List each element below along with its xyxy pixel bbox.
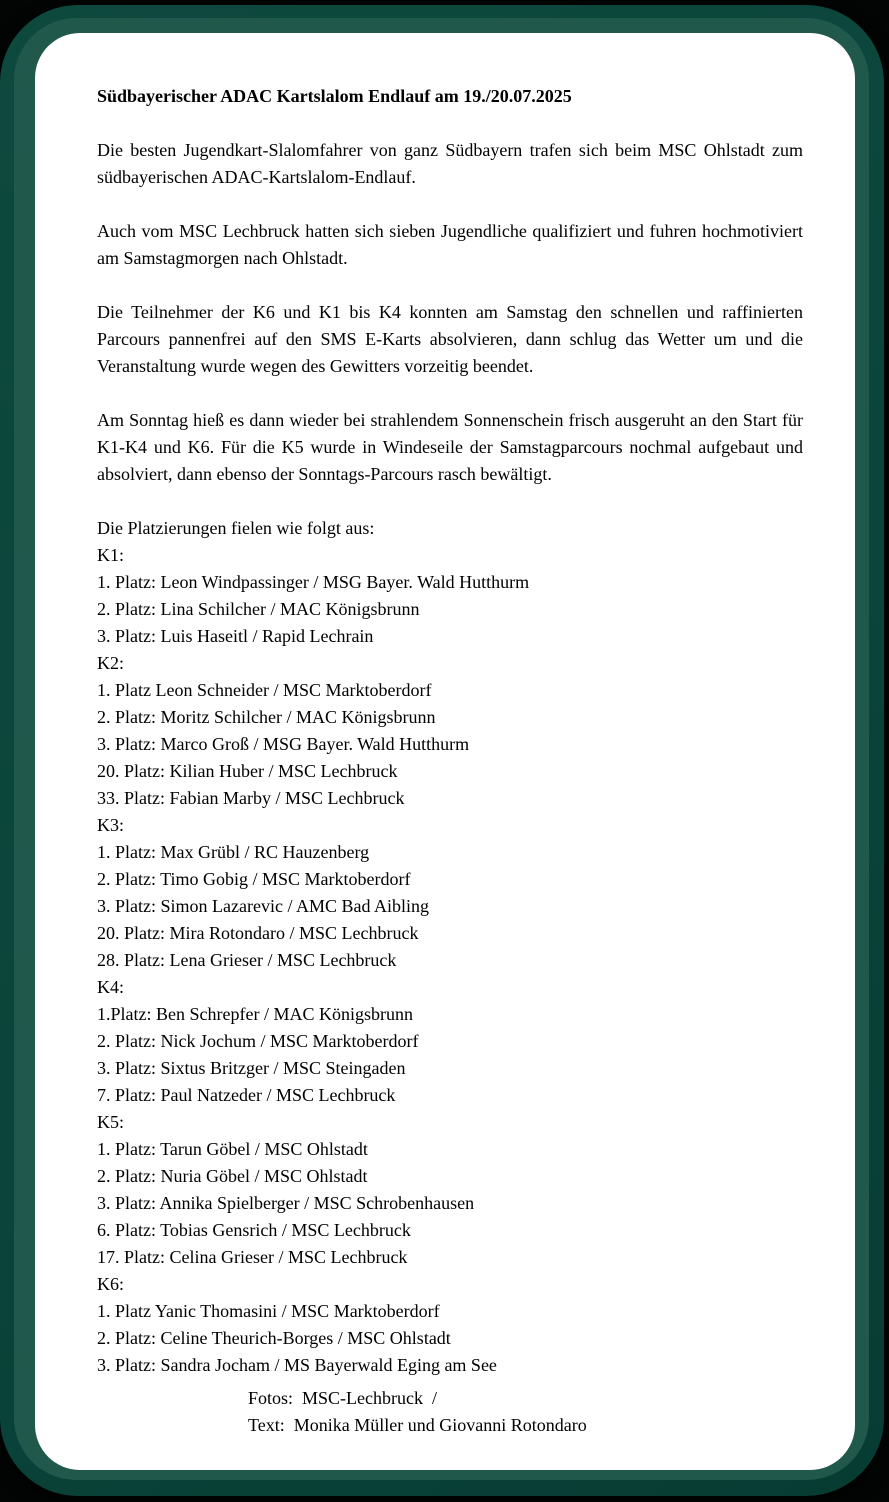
- result-class-header: K2:: [97, 653, 124, 673]
- result-entry: 1. Platz Leon Schneider / MSC Marktoberdorf: [97, 680, 432, 700]
- result-entry: 2. Platz: Celine Theurich-Borges / MSC Ohlstadt: [97, 1328, 451, 1348]
- paragraph: Die besten Jugendkart-Slalomfahrer von ganz Südbayern trafen sich beim MSC Ohlstadt zum südbayerischen ADAC-Kartslalom-Endlauf.: [97, 140, 803, 187]
- result-entry: 2. Platz: Timo Gobig / MSC Marktoberdorf: [97, 869, 411, 889]
- result-class-header: K4:: [97, 977, 124, 997]
- result-entry: 2. Platz: Lina Schilcher / MAC Königsbrunn: [97, 599, 420, 619]
- result-entry: 3. Platz: Marco Groß / MSG Bayer. Wald Hutthurm: [97, 734, 470, 754]
- result-entry: 1. Platz: Tarun Göbel / MSC Ohlstadt: [97, 1139, 368, 1159]
- result-entry: 28. Platz: Lena Grieser / MSC Lechbruck: [97, 950, 397, 970]
- article-paragraphs: [97, 137, 803, 488]
- paragraph: Die Teilnehmer der K6 und K1 bis K4 konnten am Samstag den schnellen und raffinierten Parcours pannenfrei auf den SMS E-Karts absolvieren, dann schlug das Wetter um und die Veranstaltung wurde wegen des Gewitters vorzeitig beendet.: [97, 302, 803, 376]
- paragraph: Auch vom MSC Lechbruck hatten sich sieben Jugendliche qualifiziert und fuhren hochmotiviert am Samstagmorgen nach Ohlstadt.: [97, 221, 803, 268]
- result-entry: 20. Platz: Kilian Huber / MSC Lechbruck: [97, 761, 398, 781]
- result-entry: 2. Platz: Nuria Göbel / MSC Ohlstadt: [97, 1166, 368, 1186]
- credit-text: Text: Monika Müller und Giovanni Rotondaro: [248, 1415, 587, 1435]
- result-entry: 3. Platz: Luis Haseitl / Rapid Lechrain: [97, 626, 374, 646]
- result-entry: 2. Platz: Moritz Schilcher / MAC Königsbrunn: [97, 707, 436, 727]
- credits-block: [248, 1385, 803, 1439]
- result-entry: 7. Platz: Paul Natzeder / MSC Lechbruck: [97, 1085, 396, 1105]
- result-class-header: K3:: [97, 815, 124, 835]
- article-title: Südbayerischer ADAC Kartslalom Endlauf am 19./20.07.2025: [97, 86, 572, 106]
- results-list: [97, 515, 803, 1379]
- result-entry: 1.Platz: Ben Schrepfer / MAC Königsbrunn: [97, 1004, 413, 1024]
- article-card: [35, 33, 855, 1470]
- paragraph: Am Sonntag hieß es dann wieder bei strahlendem Sonnenschein frisch ausgeruht an den Start für K1-K4 und K6. Für die K5 wurde in Windeseile der Samstagparcours nochmal aufgebaut und absolviert, dann ebenso der Sonntags-Parcours rasch bewältigt.: [97, 410, 803, 484]
- result-entry: 33. Platz: Fabian Marby / MSC Lechbruck: [97, 788, 405, 808]
- result-entry: 3. Platz: Sandra Jocham / MS Bayerwald Eging am See: [97, 1355, 497, 1375]
- results-intro: Die Platzierungen fielen wie folgt aus:: [97, 518, 375, 538]
- result-class-header: K1:: [97, 545, 124, 565]
- result-entry: 17. Platz: Celina Grieser / MSC Lechbruck: [97, 1247, 408, 1267]
- result-entry: 6. Platz: Tobias Gensrich / MSC Lechbruck: [97, 1220, 411, 1240]
- result-entry: 2. Platz: Nick Jochum / MSC Marktoberdorf: [97, 1031, 419, 1051]
- result-class-header: K6:: [97, 1274, 124, 1294]
- result-entry: 20. Platz: Mira Rotondaro / MSC Lechbruck: [97, 923, 419, 943]
- credit-fotos: Fotos: MSC-Lechbruck /: [248, 1388, 437, 1408]
- result-entry: 1. Platz Yanic Thomasini / MSC Marktoberdorf: [97, 1301, 440, 1321]
- result-entry: 3. Platz: Simon Lazarevic / AMC Bad Aibling: [97, 896, 429, 916]
- result-entry: 1. Platz: Leon Windpassinger / MSG Bayer. Wald Hutthurm: [97, 572, 530, 592]
- result-entry: 3. Platz: Annika Spielberger / MSC Schrobenhausen: [97, 1193, 475, 1213]
- result-entry: 1. Platz: Max Grübl / RC Hauzenberg: [97, 842, 370, 862]
- result-class-header: K5:: [97, 1112, 124, 1132]
- result-entry: 3. Platz: Sixtus Britzger / MSC Steingaden: [97, 1058, 406, 1078]
